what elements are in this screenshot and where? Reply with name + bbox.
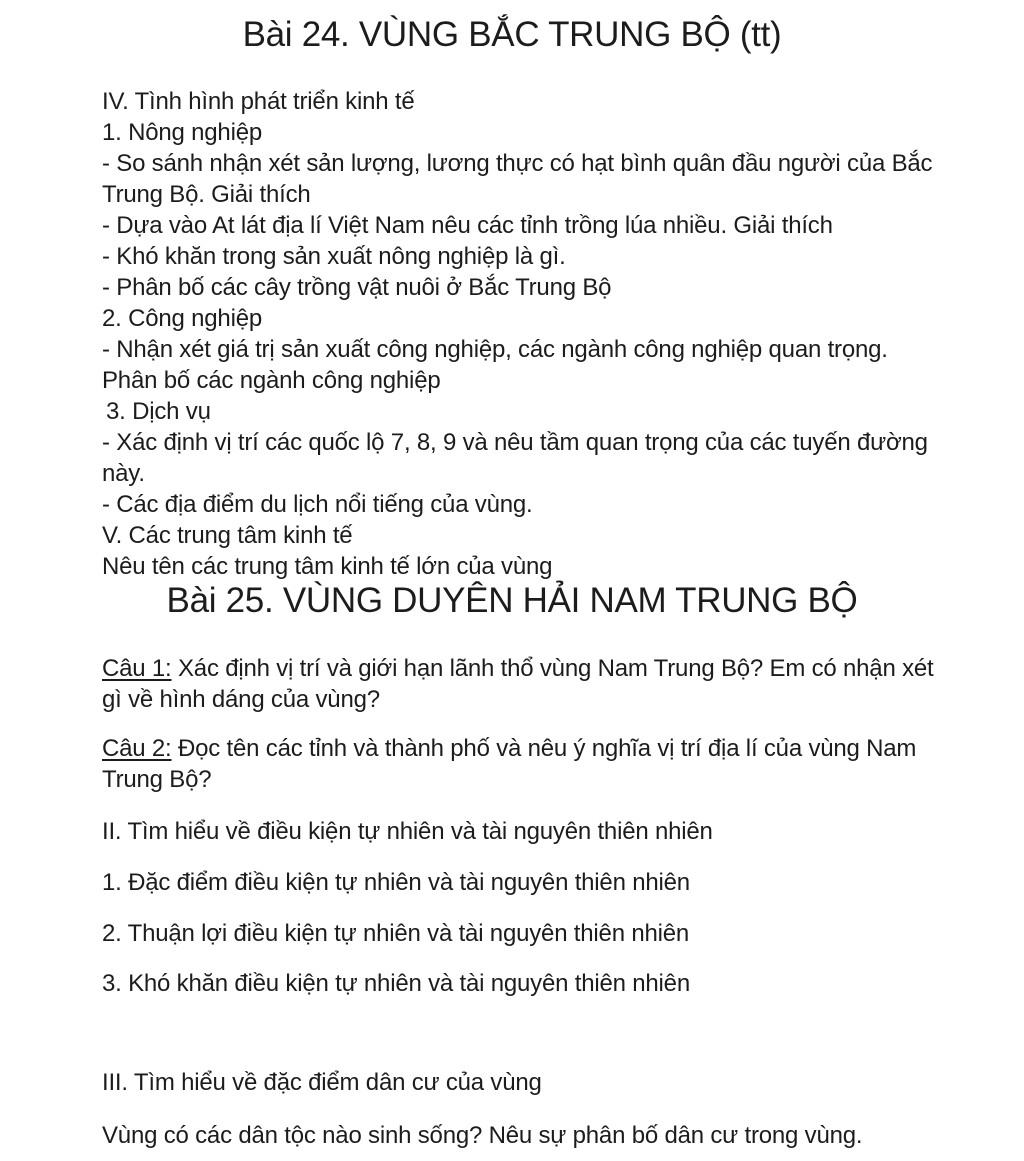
agriculture-heading: 1. Nông nghiệp (102, 119, 262, 146)
lesson25-item-1: 1. Đặc điểm điều kiện tự nhiên và tài nguyên thiên nhiên (102, 869, 690, 896)
question-1-label: Câu 1: (102, 655, 172, 682)
lesson25-section3-heading: III. Tìm hiểu về đặc điểm dân cư của vùng (102, 1069, 542, 1096)
agriculture-item-1-line-1: - So sánh nhận xét sản lượng, lương thực có hạt bình quân đầu người của Bắc (102, 150, 933, 177)
industry-item-1-line-2: Phân bố các ngành công nghiệp (102, 367, 441, 394)
agriculture-item-3: - Khó khăn trong sản xuất nông nghiệp là gì. (102, 243, 566, 270)
services-item-1-line-1: - Xác định vị trí các quốc lộ 7, 8, 9 và nêu tầm quan trọng của các tuyến đường (102, 429, 928, 456)
services-item-1-line-2: này. (102, 460, 145, 487)
section5-text: Nêu tên các trung tâm kinh tế lớn của vùng (102, 553, 553, 580)
agriculture-item-4: - Phân bố các cây trồng vật nuôi ở Bắc Trung Bộ (102, 274, 612, 301)
industry-item-1-line-1: - Nhận xét giá trị sản xuất công nghiệp, các ngành công nghiệp quan trọng. (102, 336, 888, 363)
question-1-text: Xác định vị trí và giới hạn lãnh thổ vùng Nam Trung Bộ? Em có nhận xét (171, 655, 934, 682)
lesson24-title: Bài 24. VÙNG BẮC TRUNG BỘ (tt) (242, 15, 782, 54)
question-1-line-1 (102, 653, 933, 684)
lesson25-item-3: 3. Khó khăn điều kiện tự nhiên và tài nguyên thiên nhiên (102, 970, 690, 997)
section5-heading: V. Các trung tâm kinh tế (102, 522, 353, 549)
agriculture-item-1-line-2: Trung Bộ. Giải thích (102, 181, 311, 208)
lesson25-title: Bài 25. VÙNG DUYÊN HẢI NAM TRUNG BỘ (166, 581, 858, 620)
services-item-2: - Các địa điểm du lịch nổi tiếng của vùng. (102, 491, 533, 518)
lesson25-item-2: 2. Thuận lợi điều kiện tự nhiên và tài nguyên thiên nhiên (102, 920, 690, 947)
section4-heading: IV. Tình hình phát triển kinh tế (102, 88, 415, 115)
question-2-label: Câu 2: (102, 735, 172, 762)
services-heading: 3. Dịch vụ (106, 398, 211, 425)
question-2-text: Đọc tên các tỉnh và thành phố và nêu ý nghĩa vị trí địa lí của vùng Nam (171, 735, 917, 762)
lesson25-section2-heading: II. Tìm hiểu về điều kiện tự nhiên và tài nguyên thiên nhiên (102, 818, 713, 845)
lesson25-section3-text: Vùng có các dân tộc nào sinh sống? Nêu sự phân bố dân cư trong vùng. (102, 1122, 863, 1149)
question-1-line-2: gì về hình dáng của vùng? (102, 686, 380, 713)
question-2-line-1 (102, 733, 916, 764)
question-2-line-2: Trung Bộ? (102, 766, 212, 793)
agriculture-item-2: - Dựa vào At lát địa lí Việt Nam nêu các tỉnh trồng lúa nhiều. Giải thích (102, 212, 833, 239)
industry-heading: 2. Công nghiệp (102, 305, 262, 332)
